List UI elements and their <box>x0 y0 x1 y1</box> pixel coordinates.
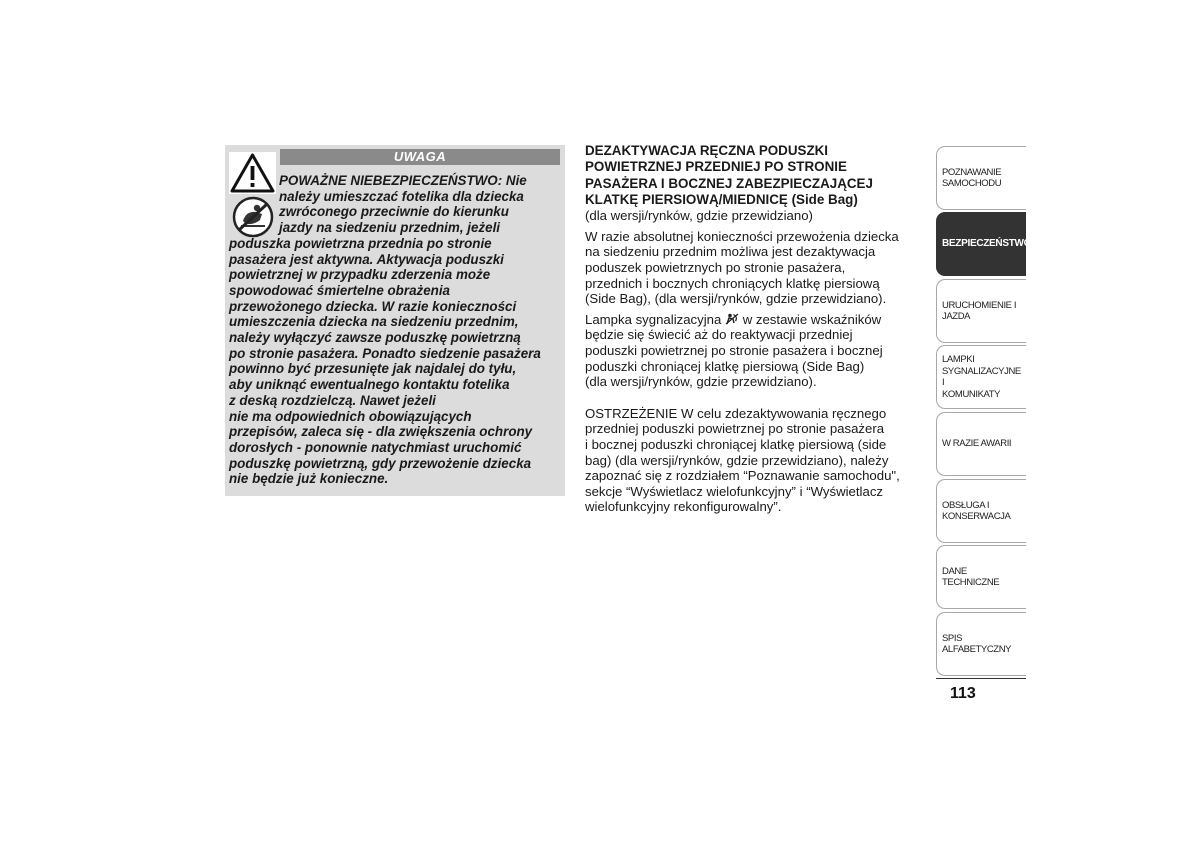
paragraph-line: sekcje “Wyświetlacz wielofunkcyjny” i “Wyświetlacz <box>585 483 884 499</box>
tab-obsluga-i-konserwacja[interactable] <box>936 479 1026 543</box>
paragraph-3 <box>585 406 930 515</box>
tab-label: KONSERWACJA <box>942 511 1011 522</box>
warning-line: poduszka powietrzna przednia po stronie <box>229 235 492 251</box>
page-number-rule <box>936 678 1026 679</box>
tab-label: W RAZIE AWARII <box>942 438 1012 450</box>
section-subheading <box>585 208 930 224</box>
warning-line: pasażera jest aktywna. Aktywacja poduszki <box>229 251 504 267</box>
warning-line: przewożonego dziecka. W razie konieczności <box>229 298 517 314</box>
paragraph-line <box>585 312 930 328</box>
paragraph-1 <box>585 229 930 307</box>
warning-line: powietrznej w przypadku zderzenia może <box>229 267 491 283</box>
page-number: 113 <box>950 685 976 702</box>
warning-text <box>229 173 563 487</box>
paragraph-line: OSTRZEŻENIE W celu zdezaktywowania ręcznego <box>585 405 887 421</box>
paragraph-line: zapoznać się z rozdziałem “Poznawanie samochodu", <box>585 468 900 484</box>
paragraph-text: Lampka sygnalizacyjna <box>585 311 722 327</box>
paragraph-line: na siedzeniu przednim możliwa jest dezaktywacja <box>585 244 876 260</box>
warning-line: jazdy na siedzeniu przednim, jeżeli <box>279 220 501 236</box>
paragraph-line: (Side Bag), (dla wersji/rynków, gdzie przewidziano). <box>585 291 887 307</box>
warning-line: nie będzie już konieczne. <box>229 471 389 487</box>
warning-header: UWAGA <box>280 149 560 165</box>
tab-label: SAMOCHODU <box>942 178 1002 189</box>
paragraph-line: będzie się świecić aż do reaktywacji przedniej <box>585 327 853 343</box>
warning-line: aby uniknąć ewentualnego kontaktu fotelika <box>229 377 510 393</box>
tab-poznawanie-samochodu[interactable] <box>936 146 1026 210</box>
subheading-line: (dla wersji/rynków, gdzie przewidziano) <box>585 208 813 224</box>
paragraph-2 <box>585 312 930 390</box>
heading-line: KLATKĘ PIERSIOWĄ/MIEDNICĘ (Side Bag) <box>585 191 858 207</box>
paragraph-text: w zestawie wskaźników <box>739 311 882 327</box>
tab-label: POZNAWANIE <box>942 166 1002 178</box>
tab-uruchomienie-i-jazda[interactable] <box>936 279 1026 343</box>
warning-line: po stronie pasażera. Ponadto siedzenie pasażera <box>229 345 541 361</box>
paragraph-line: przedniej poduszki powietrznej po stronie pasażera <box>585 421 885 437</box>
warning-line: należy wyłączyć zawsze poduszkę powietrzną <box>229 330 521 346</box>
warning-line: spowodować śmiertelne obrażenia <box>229 282 451 298</box>
tab-label: URUCHOMIENIE I <box>942 299 1017 311</box>
tab-bezpieczenstwo[interactable] <box>936 212 1032 276</box>
heading-line: DEZAKTYWACJA RĘCZNA PODUSZKI <box>585 143 829 158</box>
warning-line: powinno być przesunięte jak najdalej do tyłu, <box>229 361 517 377</box>
paragraph-line: i bocznej poduszki chroniącej klatkę piersiową (side <box>585 436 887 452</box>
paragraph-line: poduszek powietrznych po stronie pasażera, <box>585 259 846 275</box>
paragraph-line: W razie absolutnej konieczności przewożenia dziecka <box>585 228 899 244</box>
warning-line: zwróconego przeciwnie do kierunku <box>279 204 509 220</box>
warning-line: przepisów, zaleca się - dla zwiększenia ochrony <box>229 424 533 440</box>
paragraph-line: poduszki powietrznej po stronie pasażera i bocznej <box>585 342 883 358</box>
warning-line: należy umieszczać fotelika dla dziecka <box>279 188 524 204</box>
paragraph-line: (dla wersji/rynków, gdzie przewidziano). <box>585 374 817 390</box>
warning-line: nie ma odpowiednich obowiązujących <box>229 408 472 424</box>
tab-dane-techniczne[interactable] <box>936 545 1026 609</box>
spacer <box>585 395 930 406</box>
heading-line: POWIETRZNEJ PRZEDNIEJ PO STRONIE <box>585 159 847 175</box>
tab-w-razie-awarii[interactable] <box>936 412 1026 476</box>
tab-label: LAMPKI <box>942 354 975 365</box>
warning-line: POWAŻNE NIEBEZPIECZEŃSTWO: Nie <box>279 173 527 188</box>
paragraph-line: bag) (dla wersji/rynków, gdzie przewidziano), należy <box>585 452 889 468</box>
section-content <box>585 143 930 520</box>
tab-label: SPIS ALFABETYCZNY <box>942 632 1012 655</box>
warning-line: poduszkę powietrzną, gdy przewożenie dziecka <box>229 455 532 471</box>
tab-spis-alfabetyczny[interactable] <box>936 612 1026 676</box>
warning-line: umieszczenia dziecka na siedzeniu przednim, <box>229 314 519 330</box>
warning-line: dorosłych - ponownie natychmiast uruchomić <box>229 439 522 455</box>
tab-label: SYGNALIZACYJNE I <box>942 365 1021 388</box>
airbag-off-indicator-icon <box>725 313 739 325</box>
tab-lampki-sygnalizacyjne[interactable] <box>936 345 1026 409</box>
tab-label: JAZDA <box>942 311 971 322</box>
paragraph-line: poduszki chroniącej klatkę piersiową (Side Bag) <box>585 358 865 374</box>
tab-label: KOMUNIKATY <box>942 388 1001 400</box>
tab-label: BEZPIECZEŃSTWO <box>942 238 1032 250</box>
warning-line: z deską rozdzielczą. Nawet jeżeli <box>229 392 436 408</box>
heading-line: PASAŻERA I BOCZNEJ ZABEZPIECZAJĄCEJ <box>585 175 873 191</box>
tab-label: DANE TECHNICZNE <box>942 565 1000 588</box>
paragraph-line: wielofunkcyjny rekonfigurowalny”. <box>585 499 782 515</box>
tab-label: OBSŁUGA I <box>942 499 990 511</box>
section-heading <box>585 143 930 208</box>
paragraph-line: przednich i bocznych chroniących klatkę piersiową <box>585 275 880 291</box>
